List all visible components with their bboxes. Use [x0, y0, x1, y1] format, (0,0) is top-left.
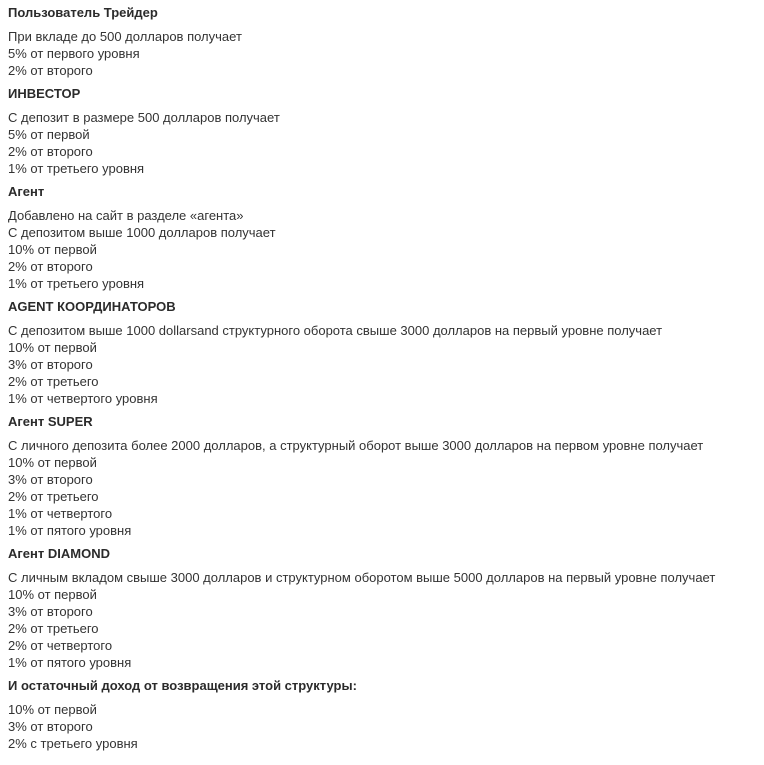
section-body: [8, 109, 756, 177]
section-body: [8, 28, 756, 79]
text-line: 1% от пятого уровня: [8, 523, 132, 538]
section-agent-super: [8, 413, 756, 539]
text-line: 3% от второго: [8, 604, 93, 619]
text-line: 2% от второго: [8, 259, 93, 274]
text-line: С депозитом выше 1000 долларов получает: [8, 225, 276, 240]
text-line: 3% от второго: [8, 472, 93, 487]
text-line: 1% от третьего уровня: [8, 161, 145, 176]
text-line: Добавлено на сайт в разделе «агента»: [8, 208, 244, 223]
text-line: 2% от четвертого: [8, 638, 113, 653]
text-line: 3% от второго: [8, 357, 93, 372]
section-trader: [8, 4, 756, 79]
text-line: 10% от первой: [8, 455, 97, 470]
text-line: 1% от четвертого уровня: [8, 391, 158, 406]
text-line: 3% от второго: [8, 719, 93, 734]
text-line: С депозит в размере 500 долларов получает: [8, 110, 280, 125]
text-line: С личного депозита более 2000 долларов, а структурный оборот выше 3000 долларов на первом уровне получает: [8, 438, 704, 453]
section-body: [8, 569, 756, 671]
section-title: Агент DIAMOND: [8, 546, 110, 561]
text-line: 10% от первой: [8, 340, 97, 355]
text-line: 10% от первой: [8, 702, 97, 717]
section-title: Пользователь Трейдер: [8, 5, 158, 20]
text-line: При вкладе до 500 долларов получает: [8, 29, 242, 44]
text-line: 2% от второго: [8, 144, 93, 159]
section-agent-coordinators: [8, 298, 756, 407]
section-title: Агент: [8, 184, 45, 199]
text-line: 2% от второго: [8, 63, 93, 78]
text-line: 2% с третьего уровня: [8, 736, 138, 751]
section-residual-income: [8, 677, 756, 752]
text-line: 5% от первой: [8, 127, 90, 142]
section-title: ИНВЕСТОР: [8, 86, 81, 101]
text-line: 1% от пятого уровня: [8, 655, 132, 670]
text-line: 2% от третьего: [8, 374, 99, 389]
section-title: Агент SUPER: [8, 414, 93, 429]
text-line: 2% от третьего: [8, 489, 99, 504]
text-line: 2% от третьего: [8, 621, 99, 636]
section-body: [8, 437, 756, 539]
text-line: С депозитом выше 1000 dollarsand структурного оборота свыше 3000 долларов на первый уровне получает: [8, 323, 663, 338]
text-line: С личным вкладом свыше 3000 долларов и структурном оборотом выше 5000 долларов на первый уровне получает: [8, 570, 716, 585]
section-title: AGENT КООРДИНАТОРОВ: [8, 299, 176, 314]
section-agent-diamond: [8, 545, 756, 671]
text-line: 1% от четвертого: [8, 506, 113, 521]
text-line: 10% от первой: [8, 587, 97, 602]
section-title: И остаточный доход от возвращения этой структуры:: [8, 678, 357, 693]
section-body: [8, 207, 756, 292]
section-agent: [8, 183, 756, 292]
section-body: [8, 322, 756, 407]
section-body: [8, 701, 756, 752]
text-line: 5% от первого уровня: [8, 46, 140, 61]
text-line: 10% от первой: [8, 242, 97, 257]
section-investor: [8, 85, 756, 177]
text-line: 1% от третьего уровня: [8, 276, 145, 291]
